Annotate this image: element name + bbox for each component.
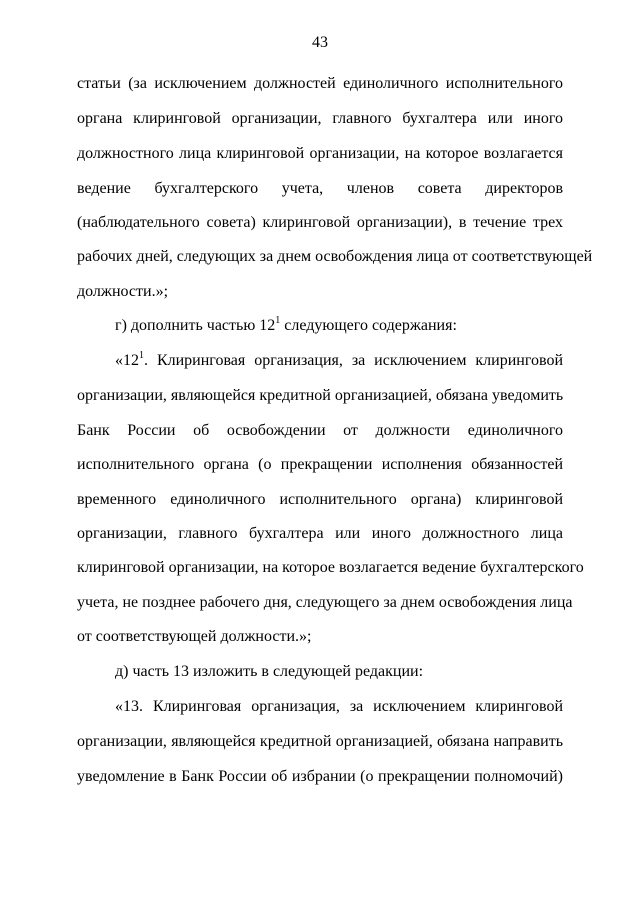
text-span: «12 [115,352,139,369]
text-line [115,350,563,372]
text-line: клиринговой организации, на которое возлагается ведение бухгалтерского [77,559,584,576]
text-line: исполнительного органа (о прекращении исполнения обязанностей [77,456,563,473]
text-line: ведение бухгалтерского учета, членов совета директоров [77,180,563,197]
text-span: . Клиринговая организация, за исключением клиринговой [144,352,563,369]
text-line: (наблюдательного совета) клиринговой организации), в течение трех [77,214,563,231]
page-number: 43 [312,34,328,51]
paragraph-item-d: д) часть 13 изложить в следующей редакции: [115,663,424,680]
text-line: организации, являющейся кредитной организацией, обязана уведомить [77,387,564,404]
text-line: должностного лица клиринговой организации, на которое возлагается [77,145,563,162]
text-line: от соответствующей должности.»; [77,628,312,645]
text-line: органа клиринговой организации, главного бухгалтера или иного [77,110,563,127]
paragraph-item-g [115,315,563,337]
text-span: следующего содержания: [280,317,457,334]
text-line: должности.»; [77,283,169,300]
text-line: статьи (за исключением должностей единоличного исполнительного [77,75,563,92]
text-line: «13. Клиринговая организация, за исключением клиринговой [115,698,563,715]
text-line: уведомление в Банк России об избрании (о прекращении полномочий) [77,768,563,785]
text-line: временного единоличного исполнительного органа) клиринговой [77,491,563,508]
text-line: учета, не позднее рабочего дня, следующего за днем освобождения лица [77,594,573,611]
superscript: 1 [139,350,144,361]
text-line: организации, главного бухгалтера или иного должностного лица [77,525,563,542]
text-span: г) дополнить частью 12 [115,317,276,334]
text-line: рабочих дней, следующих за днем освобождения лица от соответствующей [77,248,593,265]
text-line: организации, являющейся кредитной организацией, обязана направить [77,733,563,750]
superscript: 1 [275,315,281,326]
text-line: Банк России об освобождении от должности единоличного [77,422,563,439]
